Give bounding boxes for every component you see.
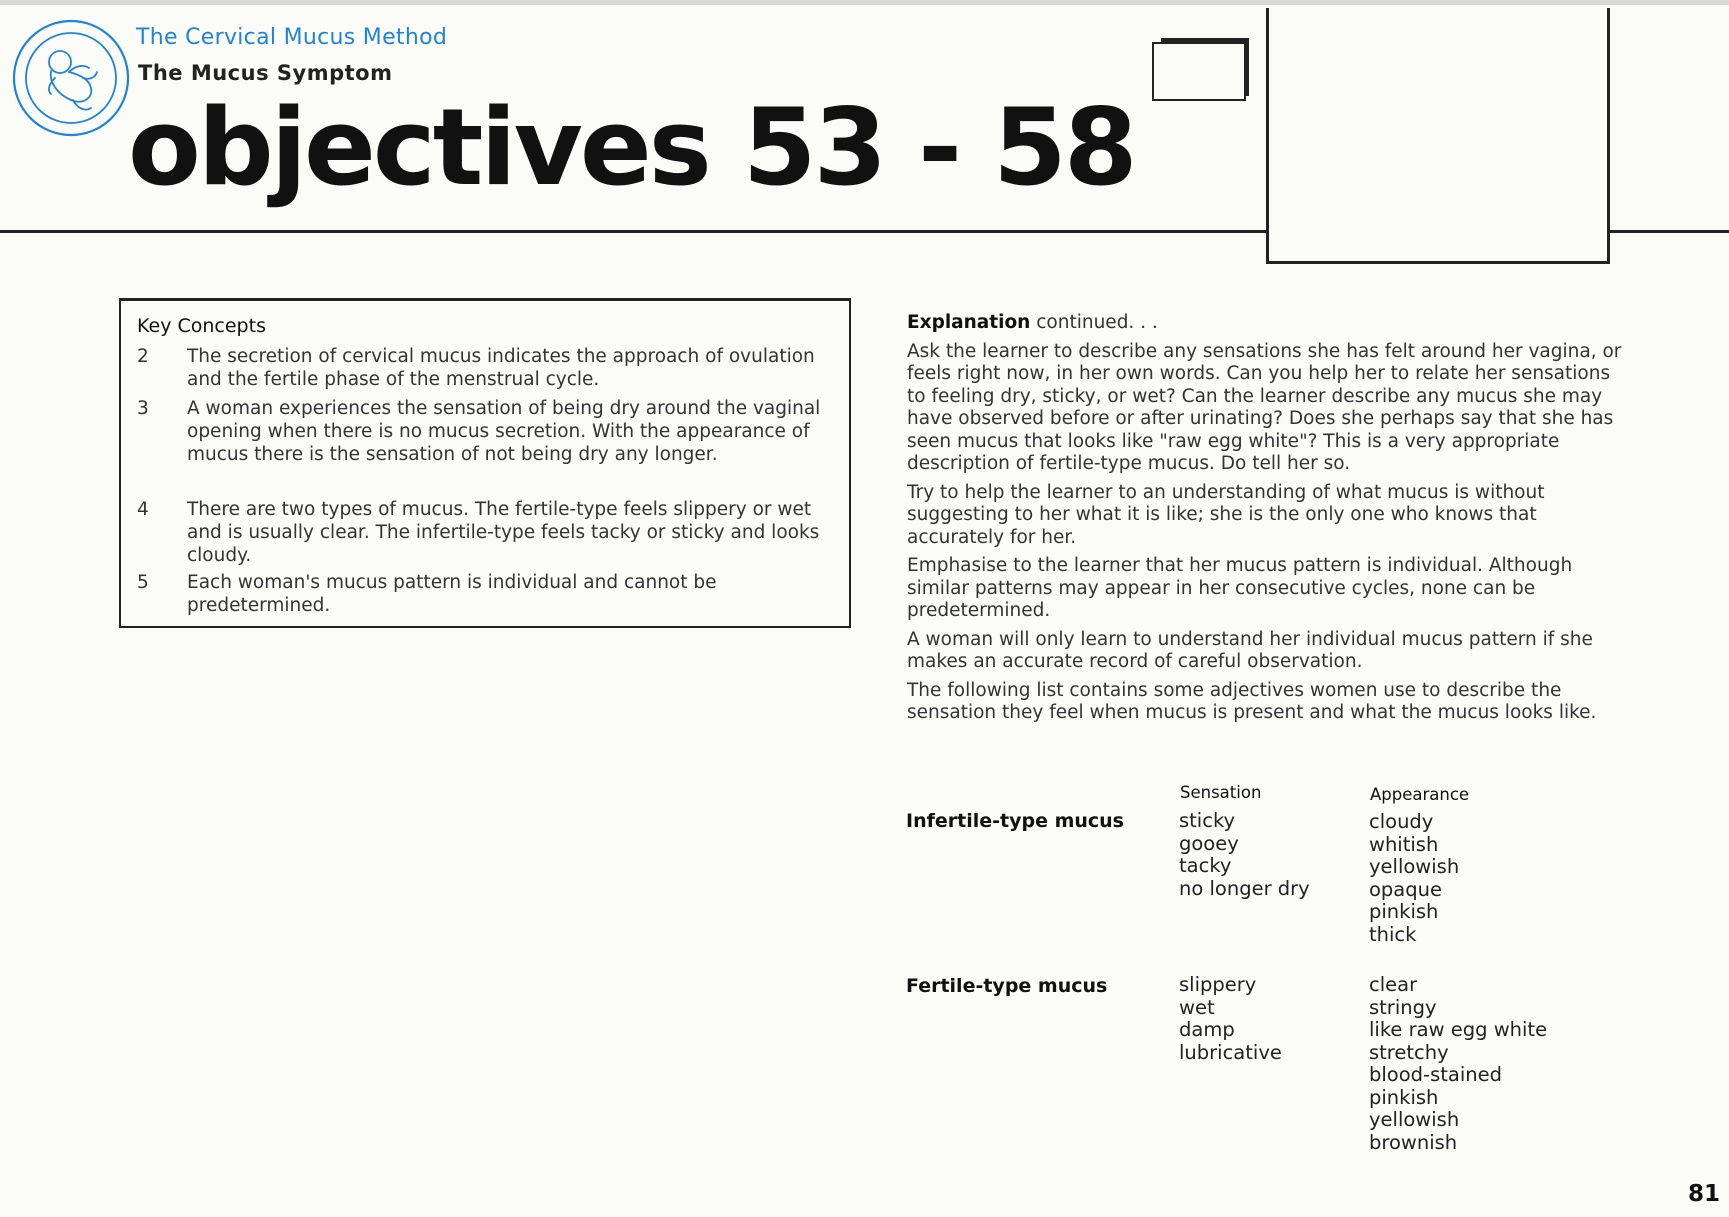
list-item: slippery: [1179, 973, 1257, 996]
key-concept-text: A woman experiences the sensation of being dry around the vaginal opening when there is no mucus secretion. With the appearance of mucus there is the sensation of not being dry any longer.: [187, 398, 821, 465]
key-concept-item: [137, 571, 837, 621]
list-item: stretchy: [1369, 1040, 1449, 1064]
list-item: thick: [1369, 922, 1417, 946]
list-item: like raw egg white: [1369, 1018, 1548, 1041]
list-item: yellowish: [1369, 1108, 1460, 1131]
key-concept-item: [137, 345, 837, 395]
key-concept-number: 2: [137, 346, 149, 367]
list-item: gooey: [1179, 831, 1239, 855]
key-concept-number: 3: [137, 398, 149, 419]
key-concepts-box: [119, 298, 851, 628]
sensation-column-header: Sensation: [1180, 783, 1262, 802]
fertile-row-label: Fertile-type mucus: [906, 975, 1108, 997]
explanation-heading: [907, 312, 1627, 335]
page-number: 81: [1688, 1181, 1721, 1207]
explanation-paragraph: Try to help the learner to an understanding of what mucus is without suggesting to her what it is like; she is the only one who knows that accurately for her.: [907, 481, 1545, 548]
key-concept-text: Each woman's mucus pattern is individual and cannot be predetermined.: [187, 572, 717, 616]
series-title: The Cervical Mucus Method: [136, 25, 448, 50]
page-heading: objectives 53 - 58: [128, 86, 1135, 209]
list-item: clear: [1369, 973, 1418, 996]
fertile-appearance-list: [1369, 974, 1547, 1154]
small-box: [1152, 42, 1246, 101]
list-item: brownish: [1369, 1130, 1458, 1154]
key-concept-text: There are two types of mucus. The fertile-type feels slippery or wet and is usually clear. The infertile-type feels tacky or sticky and looks cloudy.: [187, 499, 820, 566]
list-item: pinkish: [1369, 900, 1439, 923]
explanation-section: [907, 312, 1627, 731]
key-concept-number: 4: [137, 499, 149, 520]
header-rule: [0, 230, 1268, 233]
list-item: tacky: [1179, 854, 1232, 877]
fertile-sensation-list: [1179, 974, 1282, 1064]
list-item: lubricative: [1179, 1040, 1282, 1064]
list-item: opaque: [1369, 877, 1442, 901]
list-item: no longer dry: [1179, 876, 1310, 900]
key-concept-item: [137, 498, 837, 570]
infertile-row-label: Infertile-type mucus: [906, 810, 1124, 832]
explanation-paragraph: Emphasise to the learner that her mucus pattern is individual. Although similar patterns may appear in her consecutive cycles, none can be predetermined.: [907, 555, 1573, 621]
list-item: damp: [1179, 1018, 1235, 1041]
key-concept-item: [137, 397, 837, 491]
explanation-paragraph: The following list contains some adjectives women use to describe the sensation they feel when mucus is present and what the mucus looks like.: [907, 679, 1597, 723]
page-top-edge: [0, 0, 1729, 5]
list-item: cloudy: [1369, 810, 1434, 833]
infertile-appearance-list: [1369, 811, 1459, 946]
header-box: [1266, 8, 1610, 264]
key-concepts-heading: Key Concepts: [137, 315, 266, 337]
list-item: stringy: [1369, 995, 1437, 1019]
explanation-heading-rest: continued. . .: [1036, 312, 1158, 333]
list-item: yellowish: [1369, 855, 1460, 878]
list-item: blood-stained: [1369, 1063, 1502, 1086]
infertile-sensation-list: [1179, 810, 1310, 900]
explanation-paragraph: A woman will only learn to understand her individual mucus pattern if she makes an accurate record of careful observation.: [907, 628, 1593, 672]
explanation-paragraph: Ask the learner to describe any sensations she has felt around her vagina, or feels right now, in her own words. Can you help her to relate her sensations to feeling dry, sticky, or wet? Can the learner describe any mucus she may have observed before or after urinating? Does she perhaps say that she has seen mucus that looks like "raw egg white"? This is a very appropriate description of fertile-type mucus. Do tell her so.: [907, 340, 1622, 474]
header-rule: [1606, 230, 1729, 233]
key-concept-text: The secretion of cervical mucus indicates the approach of ovulation and the fertile phase of the menstrual cycle.: [187, 346, 815, 390]
baby-in-circle-icon: [11, 18, 131, 138]
key-concept-number: 5: [137, 572, 149, 593]
list-item: wet: [1179, 995, 1215, 1019]
appearance-column-header: Appearance: [1370, 785, 1470, 804]
explanation-heading-bold: Explanation: [907, 312, 1031, 333]
section-title: The Mucus Symptom: [138, 61, 393, 85]
list-item: sticky: [1179, 809, 1236, 832]
list-item: pinkish: [1369, 1085, 1439, 1109]
list-item: whitish: [1369, 832, 1439, 856]
